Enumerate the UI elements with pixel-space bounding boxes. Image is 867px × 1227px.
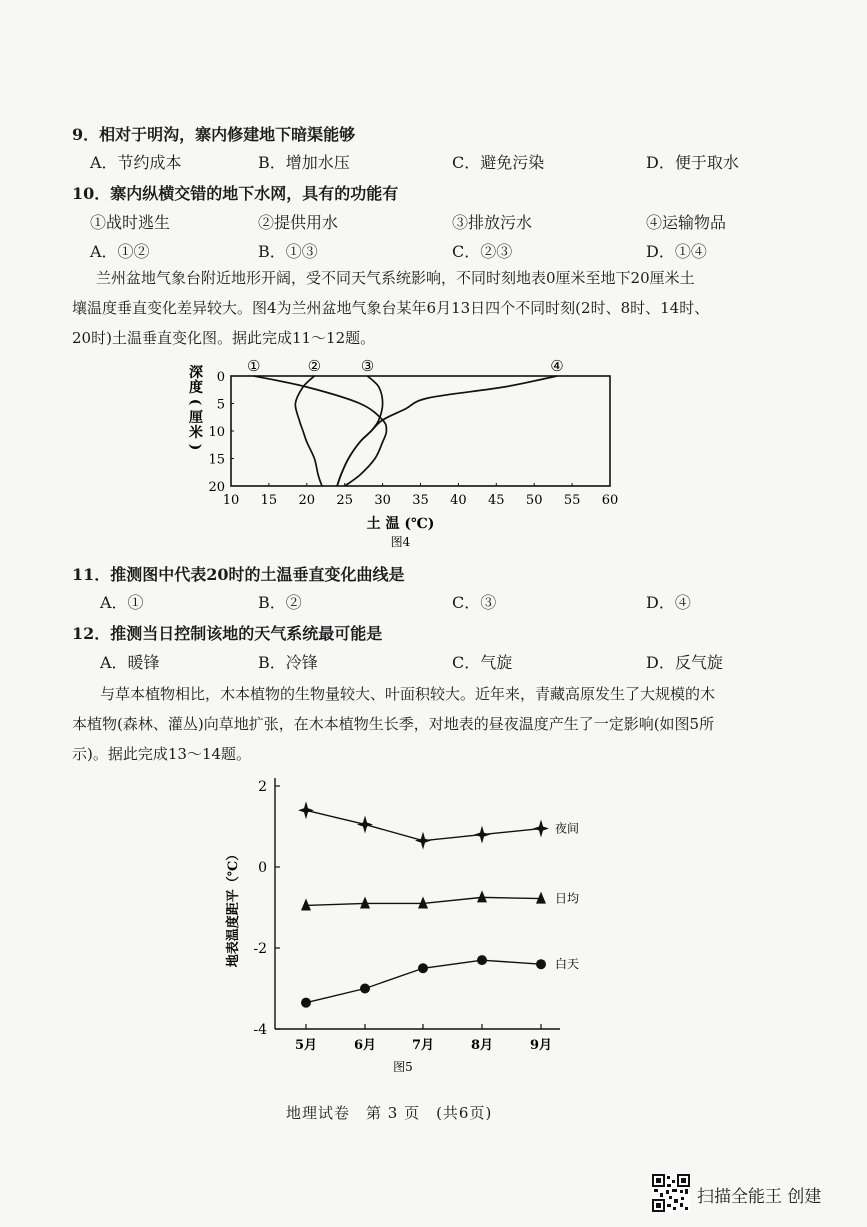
star-marker (415, 832, 431, 850)
y-axis-label: 地表温度距平（℃） (226, 847, 241, 968)
q10-option-d: D．①④ (646, 242, 707, 261)
passage2-line-3: 示)。据此完成13～14题。 (72, 745, 252, 763)
x-tick-label: 20 (298, 493, 316, 508)
question-11-stem: 11．推测图中代表20时的土温垂直变化曲线是 (72, 565, 405, 584)
passage1-line-3: 20时)土温垂直变化图。据此完成11～12题。 (72, 329, 376, 347)
q12-option-c: C．气旋 (452, 653, 513, 672)
question-12-stem: 12．推测当日控制该地的天气系统最可能是 (72, 624, 383, 643)
y-axis-label-char: ) (187, 443, 203, 451)
passage1-line-2: 壤温度垂直变化差异较大。图4为兰州盆地气象台某年6月13日四个不同时刻(2时、8时、14时、 (72, 299, 710, 317)
circle-marker (536, 959, 546, 969)
star-marker (298, 801, 314, 819)
x-tick-label: 6月 (353, 1038, 377, 1053)
y-tick-label: 5 (216, 397, 225, 413)
y-axis-label-char: ( (187, 398, 203, 406)
y-tick-label: -2 (253, 941, 267, 957)
circle-marker (418, 963, 428, 973)
page-footer: 地理试卷 第 3 页 (共6页) (286, 1104, 493, 1122)
passage2-line-2: 本植物(森林、灌丛)向草地扩张，在木本植物生长季，对地表的昼夜温度产生了一定影响(如图5所 (72, 715, 715, 733)
passage2-line-1: 与草本植物相比，木本植物的生物量较大、叶面积较大。近年来，青藏高原发生了大规模的木 (100, 685, 716, 703)
q10-option-b: B．①③ (258, 242, 318, 261)
triangle-marker (301, 898, 311, 910)
figure-caption: 图4 (390, 535, 411, 549)
x-tick-label: 15 (260, 493, 278, 508)
question-10-stem: 10．寨内纵横交错的地下水网，具有的功能有 (72, 184, 399, 203)
x-tick-label: 8月 (470, 1038, 494, 1053)
star-marker (357, 815, 373, 833)
q12-option-b: B．冷锋 (258, 653, 318, 672)
star-marker (533, 820, 549, 838)
y-tick-label: -4 (253, 1022, 267, 1038)
x-tick-label: 45 (488, 493, 505, 508)
x-tick-label: 40 (450, 493, 467, 508)
y-axis-label-char: 度 (189, 380, 203, 396)
q9-option-d: D．便于取水 (646, 153, 739, 172)
x-tick-label: 25 (336, 493, 353, 508)
q10-option-a: A．①② (90, 242, 150, 261)
y-tick-label: 20 (208, 480, 225, 495)
q10-item-2: ②提供用水 (258, 213, 339, 232)
y-axis-label-char: 米 (189, 425, 203, 441)
triangle-marker (536, 892, 546, 904)
y-axis-label-char: 深 (189, 365, 203, 381)
q9-option-a: A．节约成本 (90, 153, 182, 172)
series-label-star: 夜间 (555, 821, 580, 836)
x-tick-label: 50 (525, 493, 543, 508)
curve-label-2: ② (307, 357, 322, 375)
x-tick-label: 5月 (294, 1038, 318, 1053)
star-marker (474, 826, 490, 844)
q12-option-a: A．暖锋 (100, 653, 160, 672)
x-axis-label: 土 温 (℃) (366, 516, 435, 532)
series-label-triangle: 日均 (555, 891, 580, 906)
x-tick-label: 60 (601, 493, 619, 508)
figure-caption: 图5 (393, 1060, 413, 1074)
soil-temp-curve-2 (295, 376, 322, 486)
circle-marker (360, 984, 370, 994)
question-9-stem: 9．相对于明沟，寨内修建地下暗渠能够 (72, 125, 356, 144)
q11-option-c: C．③ (452, 593, 497, 612)
q10-item-4: ④运输物品 (646, 213, 727, 232)
y-tick-label: 0 (216, 370, 225, 385)
q10-item-1: ①战时逃生 (90, 213, 171, 232)
q11-option-a: A．① (100, 593, 144, 612)
q12-option-d: D．反气旋 (646, 653, 723, 672)
x-tick-label: 9月 (529, 1038, 553, 1053)
circle-marker (301, 998, 311, 1008)
series-label-circle: 白天 (555, 957, 580, 972)
figure-5-surface-temp-anomaly-chart (220, 770, 600, 1080)
y-tick-label: 15 (208, 452, 225, 468)
passage1-line-1: 兰州盆地气象台附近地形开阔，受不同天气系统影响，不同时刻地表0厘米至地下20厘米土 (96, 269, 695, 287)
triangle-marker (477, 890, 487, 902)
curve-label-4: ④ (550, 357, 564, 375)
q10-item-3: ③排放污水 (452, 213, 533, 232)
circle-marker (477, 955, 487, 965)
y-tick-label: 0 (258, 860, 267, 876)
scan-brand-text: 扫描全能王 创建 (697, 1187, 822, 1207)
x-tick-label: 30 (374, 493, 391, 508)
soil-temp-curve-1 (254, 376, 387, 486)
q11-option-b: B．② (258, 593, 302, 612)
y-axis-label-char: 厘 (189, 410, 203, 426)
soil-temp-curve-4 (337, 376, 557, 486)
x-tick-label: 7月 (411, 1038, 435, 1053)
q10-option-c: C．②③ (452, 242, 513, 261)
y-tick-label: 10 (208, 425, 225, 440)
x-tick-label: 55 (563, 493, 581, 508)
x-tick-label: 35 (412, 493, 429, 508)
plot-frame (231, 376, 610, 486)
x-tick-label: 10 (222, 493, 240, 508)
q11-option-d: D．④ (646, 593, 691, 612)
triangle-marker (360, 896, 370, 908)
q9-option-b: B．增加水压 (258, 153, 350, 172)
q9-option-c: C．避免污染 (452, 153, 545, 172)
curve-label-3: ③ (360, 357, 375, 375)
qr-code-icon (652, 1174, 690, 1212)
figure-4-soil-temp-chart (180, 355, 640, 555)
curve-label-1: ① (247, 357, 261, 375)
y-tick-label: 2 (258, 779, 267, 795)
